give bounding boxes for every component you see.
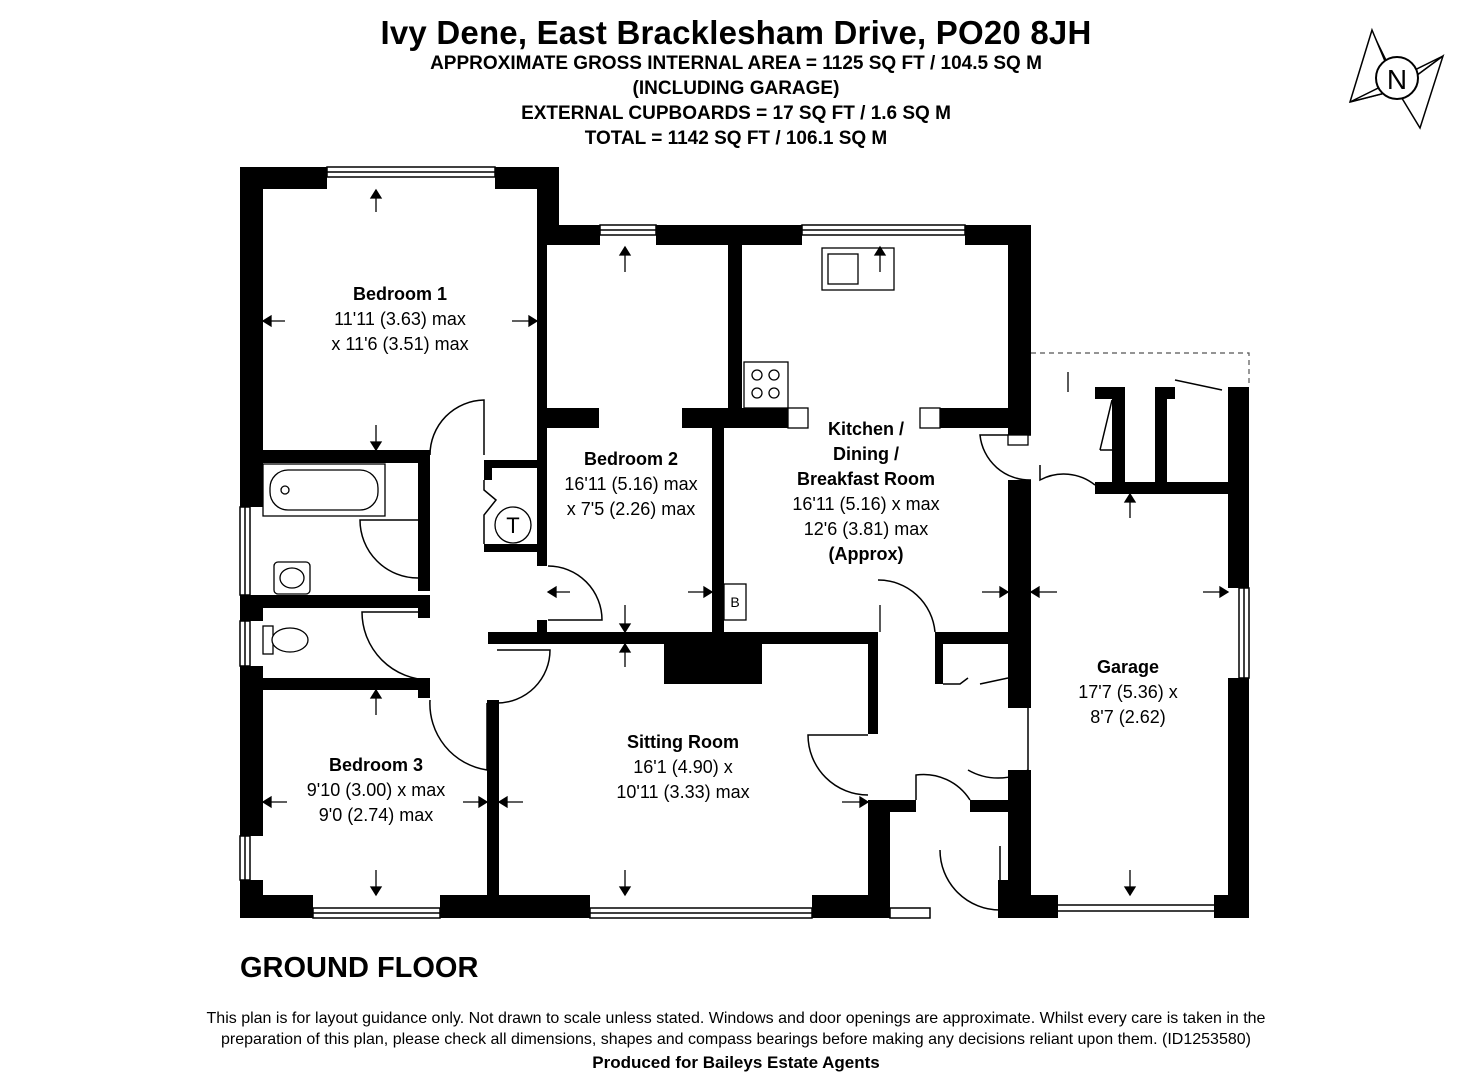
room-label-kitchen xyxy=(792,417,939,567)
room-dimension: 16'11 (5.16) max xyxy=(564,474,698,494)
room-label-garage xyxy=(1078,655,1178,730)
room-dimension: 16'11 (5.16) x max xyxy=(792,494,940,514)
produced-for-line: Produced for Baileys Estate Agents xyxy=(592,1053,880,1072)
water-tank-label: T xyxy=(506,513,520,538)
room-name: Bedroom 2 xyxy=(583,449,679,469)
boiler-label: B xyxy=(730,594,740,610)
room-name: Breakfast Room xyxy=(796,469,936,489)
disclaimer-line: This plan is for layout guidance only. Not drawn to scale unless stated. Windows and door openings are approximate. Whilst every care is taken in the xyxy=(206,1010,1266,1027)
room-label-bedroom-3 xyxy=(307,753,446,828)
room-dimension: 11'11 (3.63) max xyxy=(334,309,466,329)
room-name: Sitting Room xyxy=(627,732,739,752)
room-name: Bedroom 3 xyxy=(328,755,424,775)
room-name: Kitchen / xyxy=(827,419,904,439)
room-label-bedroom-1 xyxy=(331,282,468,357)
room-note: (Approx) xyxy=(828,544,904,564)
room-dimension: 9'0 (2.74) max xyxy=(318,805,434,825)
garage-door xyxy=(1058,905,1214,911)
compass-north-letter: N xyxy=(1386,64,1408,95)
room-dimension: 10'11 (3.33) max xyxy=(616,782,750,802)
room-dimension: 8'7 (2.62) xyxy=(1090,707,1166,727)
including-garage-line: (INCLUDING GARAGE) xyxy=(632,78,840,99)
room-dimension: 16'1 (4.90) x xyxy=(633,757,733,777)
room-dimension: 17'7 (5.36) x xyxy=(1078,682,1178,702)
room-name: Bedroom 1 xyxy=(352,284,448,304)
compass-icon xyxy=(1350,30,1443,128)
hob-icon xyxy=(744,362,788,408)
external-cupboards-line: EXTERNAL CUPBOARDS = 17 SQ FT / 1.6 SQ M xyxy=(521,103,951,124)
gross-area-line: APPROXIMATE GROSS INTERNAL AREA = 1125 SQ FT / 104.5 SQ M xyxy=(430,53,1042,74)
canopy-outline xyxy=(1031,353,1249,387)
room-name: Garage xyxy=(1096,657,1160,677)
floor-label: GROUND FLOOR xyxy=(240,952,479,984)
room-dimension: 9'10 (3.00) x max xyxy=(306,780,446,800)
room-dimension: 12'6 (3.81) max xyxy=(803,519,929,539)
room-label-sitting-room xyxy=(616,730,749,805)
room-dimension: x 11'6 (3.51) max xyxy=(331,334,469,354)
disclaimer-line: preparation of this plan, please check all dimensions, shapes and compass bearings before making any decisions reliant upon them. (ID1253580) xyxy=(221,1031,1251,1048)
room-dimension: x 7'5 (2.26) max xyxy=(566,499,696,519)
room-label-bedroom-2 xyxy=(564,447,697,522)
total-area-line: TOTAL = 1142 SQ FT / 106.1 SQ M xyxy=(584,128,888,149)
plan-title: Ivy Dene, East Bracklesham Drive, PO20 8JH xyxy=(380,14,1092,51)
room-name: Dining / xyxy=(833,444,899,464)
